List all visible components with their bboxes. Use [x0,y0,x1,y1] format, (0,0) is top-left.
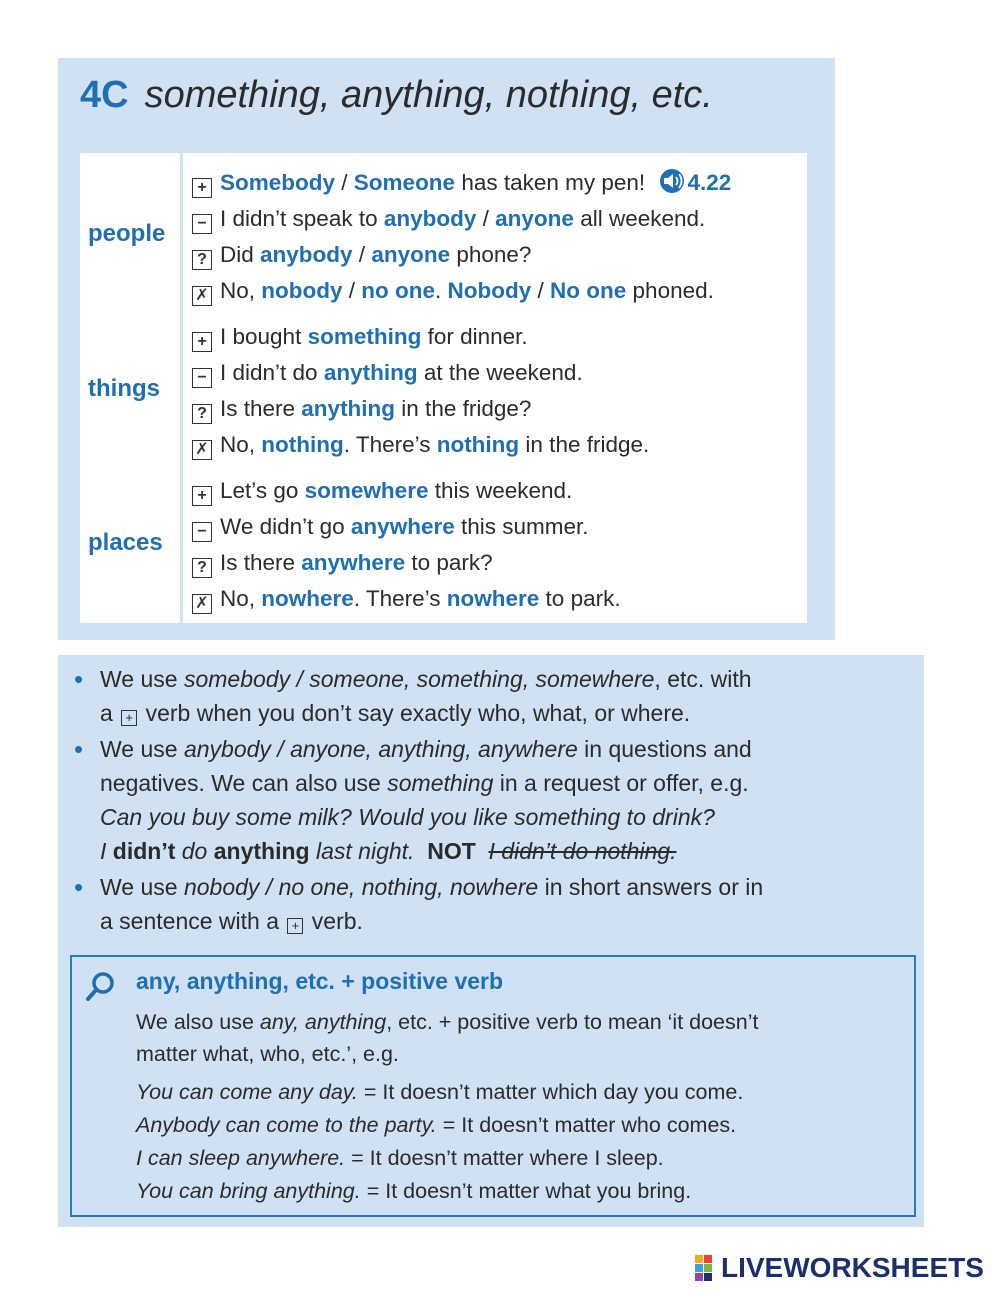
category-label-places: places [88,529,163,556]
negative-symbol: − [192,368,212,388]
short-answer-symbol: ✗ [192,286,212,306]
text: this weekend. [428,478,573,503]
bullet-icon: • [74,734,84,764]
keyword: no one [361,278,436,303]
text: a [100,700,113,726]
audio-track-number: 4.22 [687,170,732,195]
text: a sentence with a [100,908,280,934]
text: verb when you don’t say exactly who, what, or where. [145,700,691,726]
example-line [192,322,528,352]
logo-icon [695,1255,721,1281]
text: . There’s [353,586,447,611]
question-symbol: ? [192,250,212,270]
not-label: NOT [427,838,476,864]
rule-bullet-1 [74,662,920,730]
text: phoned. [626,278,714,303]
keyword: anybody [383,206,477,231]
text: Is there [220,396,302,421]
text: , etc. + positive verb to mean ‘it doesn’t [386,1010,759,1034]
text: Let’s go [220,478,305,503]
logo-text: LIVEWORKSHEETS [721,1252,984,1283]
text: You can bring anything. [136,1179,361,1203]
text: We use [100,736,184,762]
keyword: anything [301,396,396,421]
positive-symbol: + [121,710,137,726]
tip-example [136,1142,664,1174]
text: / [531,278,551,303]
positive-symbol: + [192,332,212,352]
text: all weekend. [573,206,706,231]
text: We use [100,666,184,692]
text: in a request or offer, e.g. [493,770,749,796]
example-line [192,358,583,388]
example-line [192,548,493,578]
example-line [192,240,531,270]
text: in short answers or in [538,874,764,900]
example-sentence: Can you buy some milk? Would you like something to drink? [100,804,715,830]
audio-icon[interactable] [657,168,687,194]
text: has taken my pen! [455,170,646,195]
text: = It doesn’t matter where I sleep. [345,1146,664,1170]
example-line [192,512,589,542]
incorrect-example: I didn’t do nothing. [488,838,677,864]
text: Did [220,242,261,267]
liveworksheets-logo[interactable] [695,1252,984,1284]
category-label-things: things [88,375,160,402]
keyword: Nobody [447,278,532,303]
text: / [342,278,362,303]
category-label-people: people [88,220,166,247]
keyword: No one [550,278,627,303]
text: at the weekend. [417,360,583,385]
bullet-icon: • [74,872,84,902]
text: No, [220,432,262,457]
negative-symbol: + [287,918,303,934]
tip-heading: any, anything, etc. + positive verb [136,968,504,994]
text: We didn’t go [220,514,351,539]
keyword: anywhere [350,514,455,539]
text: somebody / someone, something, somewhere [183,666,655,692]
question-symbol: ? [192,558,212,578]
text: I can sleep anywhere. [136,1146,346,1170]
keyword: nothing [261,432,344,457]
text: this summer. [454,514,589,539]
short-answer-symbol: ✗ [192,594,212,614]
text: We also use [136,1010,260,1034]
text: didn’t [112,838,176,864]
rule-bullet-2 [74,732,920,868]
tip-example [136,1175,691,1207]
keyword: nothing [436,432,520,457]
keyword: anybody [260,242,353,267]
text: I bought [220,324,308,349]
text: in the fridge. [519,432,650,457]
tip-example [136,1109,736,1141]
text: . [435,278,448,303]
text: = It doesn’t matter which day you come. [357,1080,744,1104]
text: You can come any day. [136,1080,358,1104]
text: to park? [405,550,493,575]
text: / [476,206,496,231]
keyword: anything [323,360,418,385]
example-line [192,430,649,460]
text: / [335,170,354,195]
text: in the fridge? [395,396,532,421]
negative-symbol: − [192,522,212,542]
tip-text: matter what, who, etc.’, e.g. [136,1042,399,1066]
keyword: something [307,324,422,349]
example-line [192,394,531,424]
text: / [352,242,372,267]
text: to park. [539,586,621,611]
text: nobody / no one, nothing, nowhere [183,874,539,900]
positive-symbol: + [192,486,212,506]
keyword: nowhere [446,586,540,611]
text: , etc. with [654,666,752,692]
text: anybody / anyone, anything, anywhere [183,736,578,762]
rule-bullet-3 [74,870,920,938]
example-line [192,584,621,614]
text: for dinner. [421,324,528,349]
text: . There’s [343,432,437,457]
text: phone? [450,242,532,267]
text: do [175,838,214,864]
negative-symbol: − [192,214,212,234]
keyword: anywhere [301,550,406,575]
example-line [192,168,731,198]
example-line [192,276,714,306]
keyword: anyone [495,206,574,231]
text: last night. [309,838,415,864]
unit-code: 4C [80,74,129,116]
keyword: somewhere [304,478,429,503]
text: anything [213,838,310,864]
text: = It doesn’t matter who comes. [436,1113,737,1137]
text: something [387,770,494,796]
keyword: nobody [261,278,343,303]
text: verb. [311,908,363,934]
text: = It doesn’t matter what you bring. [360,1179,692,1203]
text: We use [100,874,184,900]
text: Is there [220,550,302,575]
text: any, anything [259,1010,387,1034]
examples-table [80,153,807,623]
keyword: Somebody [220,170,336,195]
example-line [192,476,572,506]
question-symbol: ? [192,404,212,424]
keyword: nowhere [261,586,354,611]
text: No, [220,586,262,611]
page-title [80,74,713,117]
keyword: Someone [353,170,456,195]
column-divider [180,153,183,623]
magnifier-icon [84,970,118,1004]
text: in questions and [577,736,752,762]
tip-example [136,1076,743,1108]
tip-text [136,1006,758,1038]
title-text: something, anything, nothing, etc. [144,74,713,116]
text: I didn’t speak to [220,206,384,231]
positive-symbol: + [192,178,212,198]
example-line [192,204,705,234]
text: Anybody can come to the party. [136,1113,437,1137]
text: I [100,838,113,864]
keyword: anyone [371,242,451,267]
text: negatives. We can also use [100,770,388,796]
bullet-icon: • [74,664,84,694]
short-answer-symbol: ✗ [192,440,212,460]
text: No, [220,278,262,303]
text: I didn’t do [220,360,324,385]
